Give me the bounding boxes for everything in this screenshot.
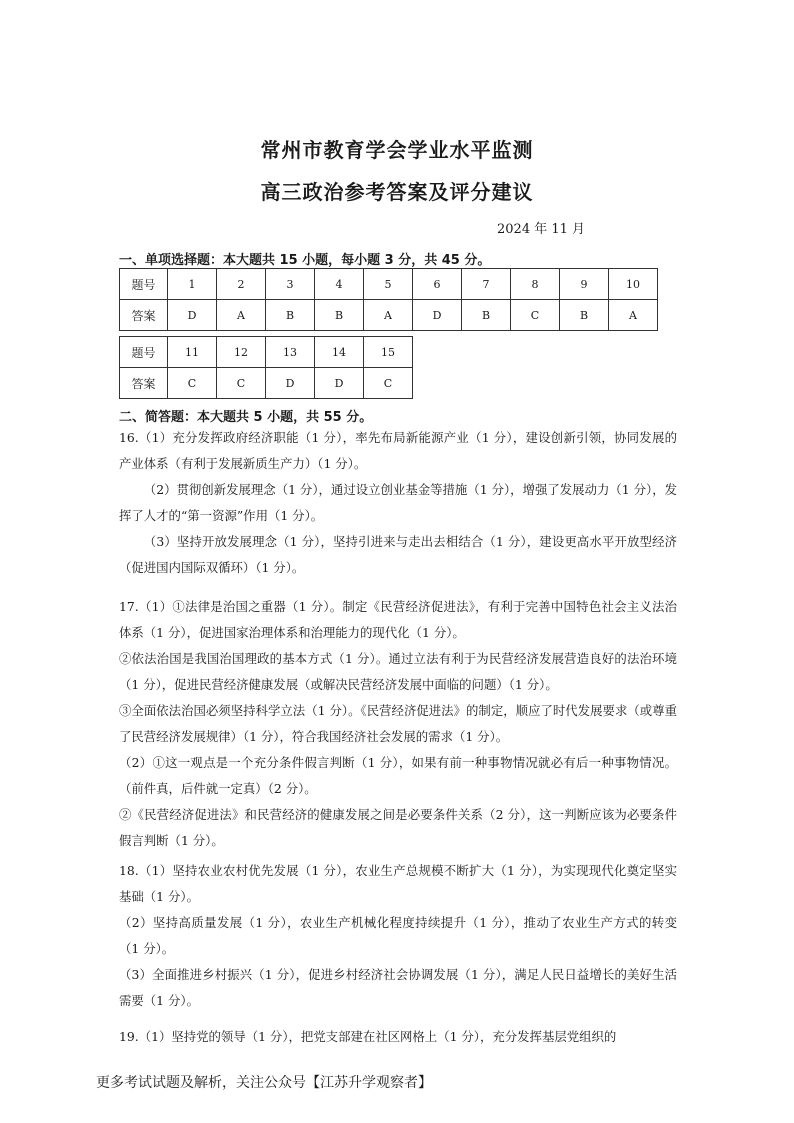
answer-cell: C: [511, 300, 560, 331]
answer-label: 答案: [120, 300, 168, 331]
question-number-cell: 5: [364, 269, 413, 300]
question-number-cell: 15: [364, 337, 413, 368]
answer-cell: B: [266, 300, 315, 331]
answer-table-row1: [119, 268, 658, 331]
question-number-cell: 7: [462, 269, 511, 300]
question-number-cell: 13: [266, 337, 315, 368]
question-number-cell: 6: [413, 269, 462, 300]
answer-cell: B: [560, 300, 609, 331]
answer-paragraph: ②依法治国是我国治国理政的基本方式（1 分）。通过立法有利于为民营经济发展营造良好的法治环境（1 分），促进民营经济健康发展（或解决民营经济发展中面临的问题）（1 分）。: [119, 651, 677, 692]
answer-cell: C: [217, 368, 266, 399]
question-number-row: [120, 269, 658, 300]
answer-row: [120, 300, 658, 331]
answer-paragraph: （2）贯彻创新发展理念（1 分），通过设立创业基金等措施（1 分），增强了发展动力（1 分），发挥了人才的“第一资源”作用（1 分）。: [119, 482, 677, 523]
answer-cell: C: [364, 368, 413, 399]
answer-paragraph: ③全面依法治国必须坚持科学立法（1 分）。《民营经济促进法》的制定，顺应了时代发展要求（或尊重了民营经济发展规律）（1 分），符合我国经济社会发展的需求（1 分）。: [119, 703, 677, 744]
answer-paragraph: （2）坚持高质量发展（1 分），农业生产机械化程度持续提升（1 分），推动了农业生产方式的转变（1 分）。: [119, 915, 677, 956]
question-number-cell: 12: [217, 337, 266, 368]
document-date: 2024 年 11 月: [497, 222, 586, 237]
question-number-cell: 9: [560, 269, 609, 300]
question-17-answer: [119, 594, 677, 854]
answer-label: 答案: [120, 368, 168, 399]
answer-table-row2: [119, 336, 413, 399]
question-16-answer: [119, 425, 677, 581]
question-number-cell: 8: [511, 269, 560, 300]
question-number-cell: 14: [315, 337, 364, 368]
answer-cell: B: [462, 300, 511, 331]
section1-heading: 一、单项选择题：本大题共 15 小题，每小题 3 分，共 45 分。: [119, 253, 491, 268]
question-number-cell: 11: [168, 337, 217, 368]
answer-cell: A: [217, 300, 266, 331]
question-number-cell: 1: [168, 269, 217, 300]
question-number-row: [120, 337, 413, 368]
answer-paragraph: （3）坚持开放发展理念（1 分），坚持引进来与走出去相结合（1 分），建设更高水平开放型经济（促进国内国际双循环）（1 分）。: [119, 534, 677, 575]
question-number-cell: 3: [266, 269, 315, 300]
answer-paragraph: 17.（1）①法律是治国之重器（1 分）。制定《民营经济促进法》，有利于完善中国特色社会主义法治体系（1 分），促进国家治理体系和治理能力的现代化（1 分）。: [119, 599, 677, 640]
answer-paragraph: 16.（1）充分发挥政府经济职能（1 分），率先布局新能源产业（1 分），建设创新引领，协同发展的产业体系（有利于发展新质生产力）（1 分）。: [119, 430, 677, 471]
answer-paragraph: （3）全面推进乡村振兴（1 分），促进乡村经济社会协调发展（1 分），满足人民日益增长的美好生活需要（1 分）。: [119, 967, 677, 1008]
document-title-line2: 高三政治参考答案及评分建议: [260, 180, 534, 204]
footer-promo-text: 更多考试试题及解析，关注公众号【江苏升学观察者】: [96, 1075, 432, 1091]
answer-cell: D: [266, 368, 315, 399]
section2-heading: 二、简答题：本大题共 5 小题，共 55 分。: [119, 410, 373, 425]
document-title-line1: 常州市教育学会学业水平监测: [260, 138, 534, 162]
answer-row: [120, 368, 413, 399]
question-number-cell: 2: [217, 269, 266, 300]
answer-cell: A: [609, 300, 658, 331]
question-19-answer: [119, 1024, 677, 1050]
answer-cell: A: [364, 300, 413, 331]
answer-paragraph: 19.（1）坚持党的领导（1 分），把党支部建在社区网格上（1 分），充分发挥基层党组织的: [119, 1029, 617, 1044]
question-number-label: 题号: [120, 269, 168, 300]
answer-paragraph: ②《民营经济促进法》和民营经济的健康发展之间是必要条件关系（2 分），这一判断应该为必要条件假言判断（1 分）。: [119, 807, 677, 848]
answer-cell: B: [315, 300, 364, 331]
answer-paragraph: （2）①这一观点是一个充分条件假言判断（1 分），如果有前一种事物情况就必有后一种事物情况。（前件真，后件就一定真）（2 分）。: [119, 755, 677, 796]
answer-cell: D: [168, 300, 217, 331]
question-number-label: 题号: [120, 337, 168, 368]
question-number-cell: 10: [609, 269, 658, 300]
answer-cell: C: [168, 368, 217, 399]
question-18-answer: [119, 858, 677, 1014]
answer-paragraph: 18.（1）坚持农业农村优先发展（1 分），农业生产总规模不断扩大（1 分），为实现现代化奠定坚实基础（1 分）。: [119, 863, 677, 904]
answer-cell: D: [413, 300, 462, 331]
answer-cell: D: [315, 368, 364, 399]
question-number-cell: 4: [315, 269, 364, 300]
